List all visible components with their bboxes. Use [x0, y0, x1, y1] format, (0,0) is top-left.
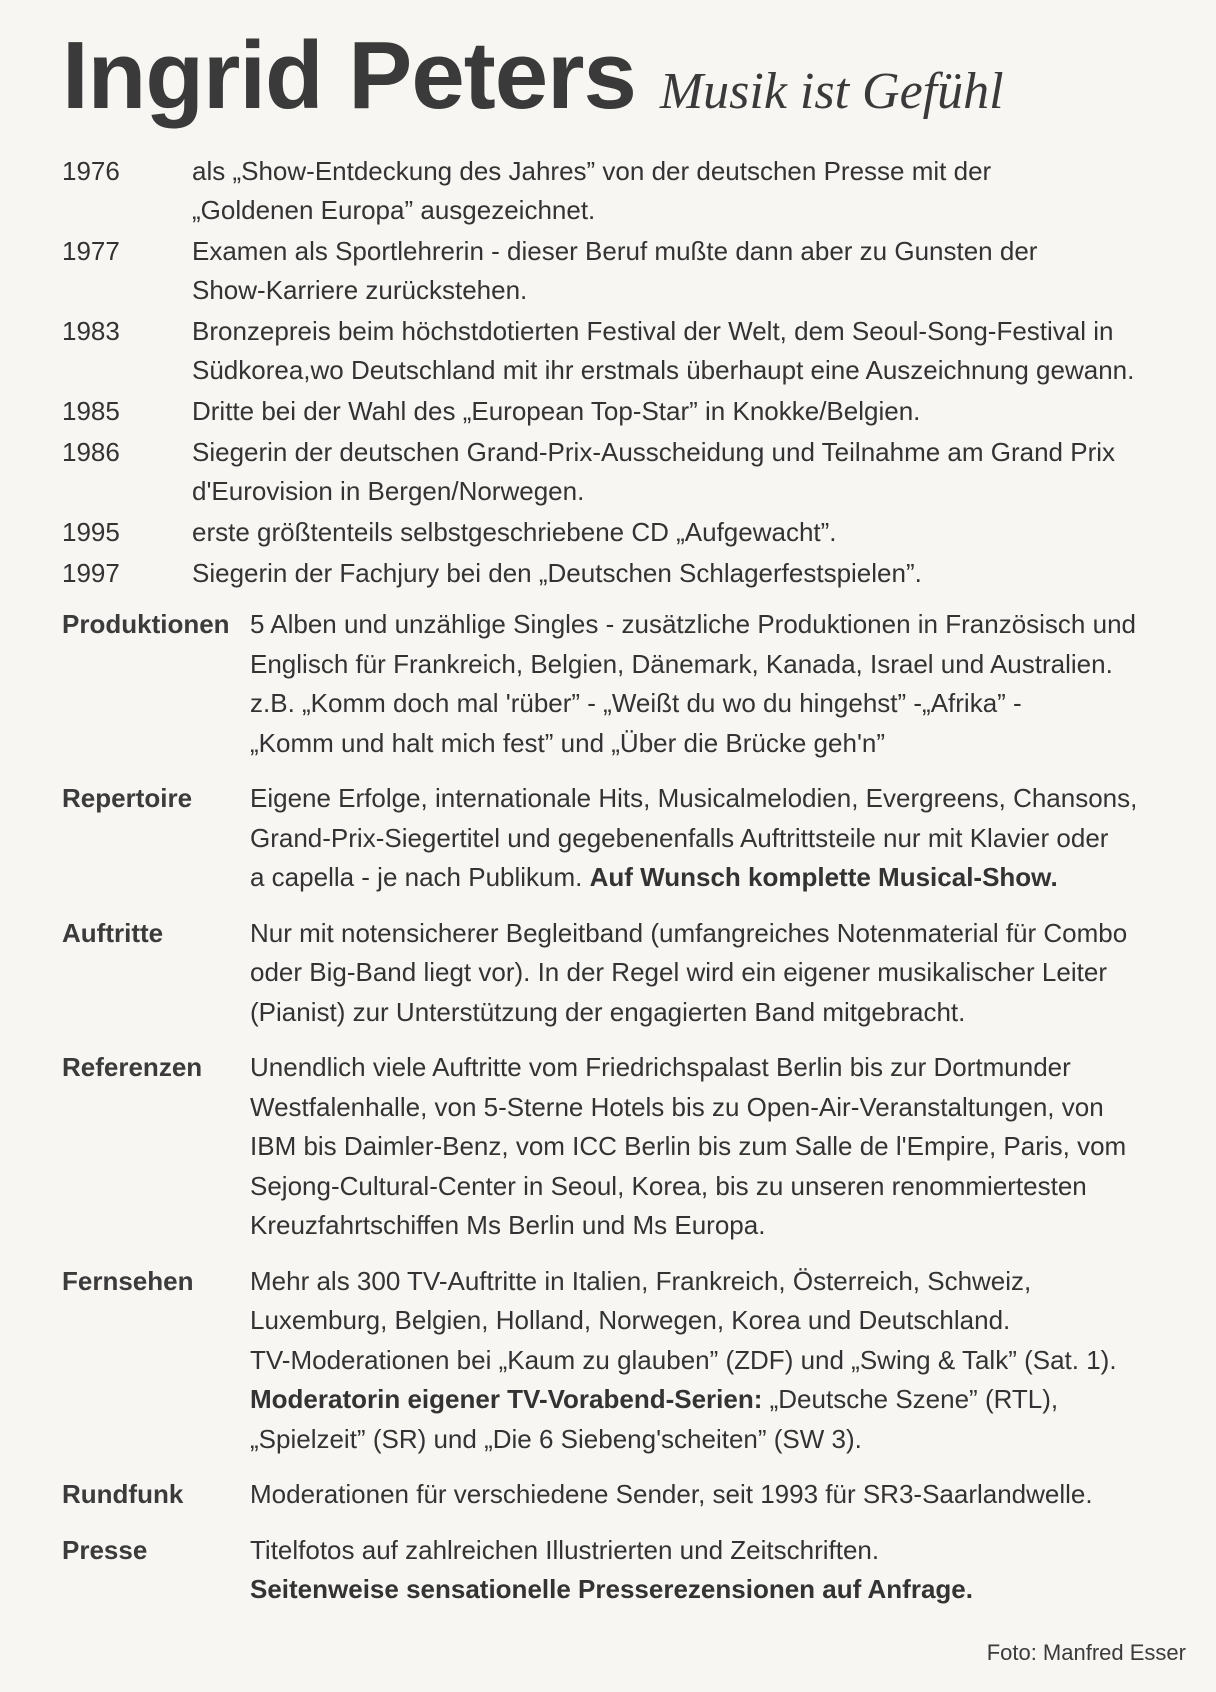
- year: 1995: [62, 517, 120, 547]
- timeline-text: [192, 392, 1192, 431]
- text-line: Luxemburg, Belgien, Holland, Norwegen, Korea und Deutschland.: [250, 1305, 1011, 1335]
- section-repertoire: [62, 779, 1192, 898]
- text-line: z.B. „Komm doch mal 'rüber” - „Weißt du wo du hingehst” -„Afrika” -: [250, 688, 1022, 718]
- emphasis-text: Auf Wunsch komplette Musical-Show.: [589, 862, 1058, 892]
- text-line: Eigene Erfolge, internationale Hits, Musicalmelodien, Evergreens, Chansons,: [250, 783, 1138, 813]
- timeline-text: [192, 312, 1192, 390]
- section-referenzen: [62, 1048, 1192, 1246]
- text-line: IBM bis Daimler-Benz, vom ICC Berlin bis zum Salle de l'Empire, Paris, vom: [250, 1131, 1127, 1161]
- text-segment: „Deutsche Szene” (RTL),: [762, 1384, 1059, 1414]
- section-label: Repertoire: [62, 783, 193, 813]
- text-line: Westfalenhalle, von 5-Sterne Hotels bis zu Open-Air-Veranstaltungen, von: [250, 1091, 1104, 1122]
- text-line: Siegerin der Fachjury bei den „Deutschen Schlagerfestspielen”.: [192, 558, 922, 588]
- text-line: (Pianist) zur Unterstützung der engagierten Band mitgebracht.: [250, 996, 966, 1027]
- section-auftritte: [62, 914, 1192, 1033]
- text-line: d'Eurovision in Bergen/Norwegen.: [192, 476, 585, 506]
- timeline-entry: [62, 232, 1192, 310]
- text-line: 5 Alben und unzählige Singles - zusätzliche Produktionen in Französisch und: [250, 609, 1136, 639]
- text-line: Titelfotos auf zahlreichen Illustrierten und Zeitschriften.: [250, 1534, 880, 1565]
- text-line: Nur mit notensicherer Begleitband (umfangreiches Notenmaterial für Combo: [250, 917, 1128, 948]
- section-body: [250, 605, 1192, 763]
- text-segment: a capella - je nach Publikum.: [250, 862, 590, 892]
- photo-credit: Foto: Manfred Esser: [986, 1640, 1186, 1665]
- text-line: Examen als Sportlehrerin - dieser Beruf mußte dann aber zu Gunsten der: [192, 236, 1038, 266]
- text-line: Kreuzfahrtschiffen Ms Berlin und Ms Europa.: [250, 1210, 766, 1240]
- year: 1997: [62, 558, 120, 588]
- section-body: [250, 1475, 1192, 1515]
- text-line: Südkorea,wo Deutschland mit ihr erstmals überhaupt eine Auszeichnung gewann.: [192, 355, 1135, 385]
- timeline-entry: [62, 554, 1192, 593]
- section-body: [250, 1531, 1192, 1610]
- text-line: [250, 858, 1192, 898]
- text-line: Moderationen für verschiedene Sender, seit 1993 für SR3-Saarlandwelle.: [250, 1479, 1093, 1509]
- timeline-text: [192, 433, 1192, 511]
- emphasis-text: Moderatorin eigener TV-Vorabend-Serien:: [250, 1384, 763, 1414]
- section-rundfunk: [62, 1475, 1192, 1515]
- emphasis-text: Seitenweise sensationelle Presserezensionen auf Anfrage.: [250, 1574, 973, 1604]
- timeline-entry: [62, 312, 1192, 390]
- text-line: Bronzepreis beim höchstdotierten Festival der Welt, dem Seoul-Song-Festival in: [192, 316, 1114, 346]
- text-line: „Spielzeit” (SR) und „Die 6 Siebeng'scheiten” (SW 3).: [250, 1423, 862, 1454]
- timeline-text: [192, 513, 1192, 552]
- year: 1976: [62, 156, 120, 186]
- timeline-text: [192, 232, 1192, 310]
- text-line: TV-Moderationen bei „Kaum zu glauben” (ZDF) und „Swing & Talk” (Sat. 1).: [250, 1344, 1117, 1375]
- year: 1985: [62, 396, 120, 426]
- section-label: Referenzen: [62, 1052, 203, 1082]
- tagline: Musik ist Gefühl: [659, 63, 1004, 120]
- artist-name: Ingrid Peters: [62, 22, 636, 129]
- text-line: Siegerin der deutschen Grand-Prix-Ausscheidung und Teilnahme am Grand Prix: [192, 437, 1116, 467]
- section-label: Presse: [62, 1534, 148, 1565]
- text-line: Sejong-Cultural-Center in Seoul, Korea, bis zu unseren renommiertesten: [250, 1170, 1087, 1201]
- section-presse: [62, 1531, 1192, 1610]
- timeline-entry: [62, 392, 1192, 431]
- header: [62, 22, 1182, 138]
- text-line: Show-Karriere zurückstehen.: [192, 275, 528, 305]
- text-line: Unendlich viele Auftritte vom Friedrichspalast Berlin bis zur Dortmunder: [250, 1052, 1071, 1082]
- text-line: Mehr als 300 TV-Auftritte in Italien, Frankreich, Österreich, Schweiz,: [250, 1265, 1032, 1296]
- section-body: [250, 1048, 1192, 1246]
- year: 1977: [62, 236, 120, 266]
- timeline-entry: [62, 433, 1192, 511]
- section-label: Auftritte: [62, 917, 164, 948]
- section-body: [250, 1262, 1192, 1460]
- timeline-entry: [62, 513, 1192, 552]
- section-body: [250, 779, 1192, 898]
- timeline-entry: [62, 152, 1192, 230]
- text-line: oder Big-Band liegt vor). In der Regel wird ein eigener musikalischer Leiter: [250, 957, 1107, 987]
- year: 1983: [62, 316, 120, 346]
- section-produktionen: [62, 605, 1192, 763]
- text-line: „Goldenen Europa” ausgezeichnet.: [192, 195, 596, 225]
- section-body: [250, 914, 1192, 1033]
- text-line: Grand-Prix-Siegertitel und gegebenenfalls Auftrittsteile nur mit Klavier oder: [250, 822, 1109, 853]
- section-label: Fernsehen: [62, 1265, 194, 1296]
- section-fernsehen: [62, 1262, 1192, 1460]
- year: 1986: [62, 437, 120, 467]
- timeline-text: [192, 152, 1192, 230]
- timeline-text: [192, 554, 1192, 593]
- text-line: erste größtenteils selbstgeschriebene CD „Aufgewacht”.: [192, 517, 837, 547]
- sections: [62, 605, 1192, 1626]
- text-line: als „Show-Entdeckung des Jahres” von der deutschen Presse mit der: [192, 156, 992, 186]
- section-label: Produktionen: [62, 609, 230, 639]
- text-line: „Komm und halt mich fest” und „Über die Brücke geh'n”: [250, 727, 886, 758]
- section-label: Rundfunk: [62, 1479, 184, 1509]
- timeline: [62, 152, 1192, 595]
- text-line: Englisch für Frankreich, Belgien, Dänemark, Kanada, Israel und Australien.: [250, 648, 1113, 679]
- text-line: Dritte bei der Wahl des „European Top-Star” in Knokke/Belgien.: [192, 396, 921, 426]
- text-line: [250, 1380, 1192, 1420]
